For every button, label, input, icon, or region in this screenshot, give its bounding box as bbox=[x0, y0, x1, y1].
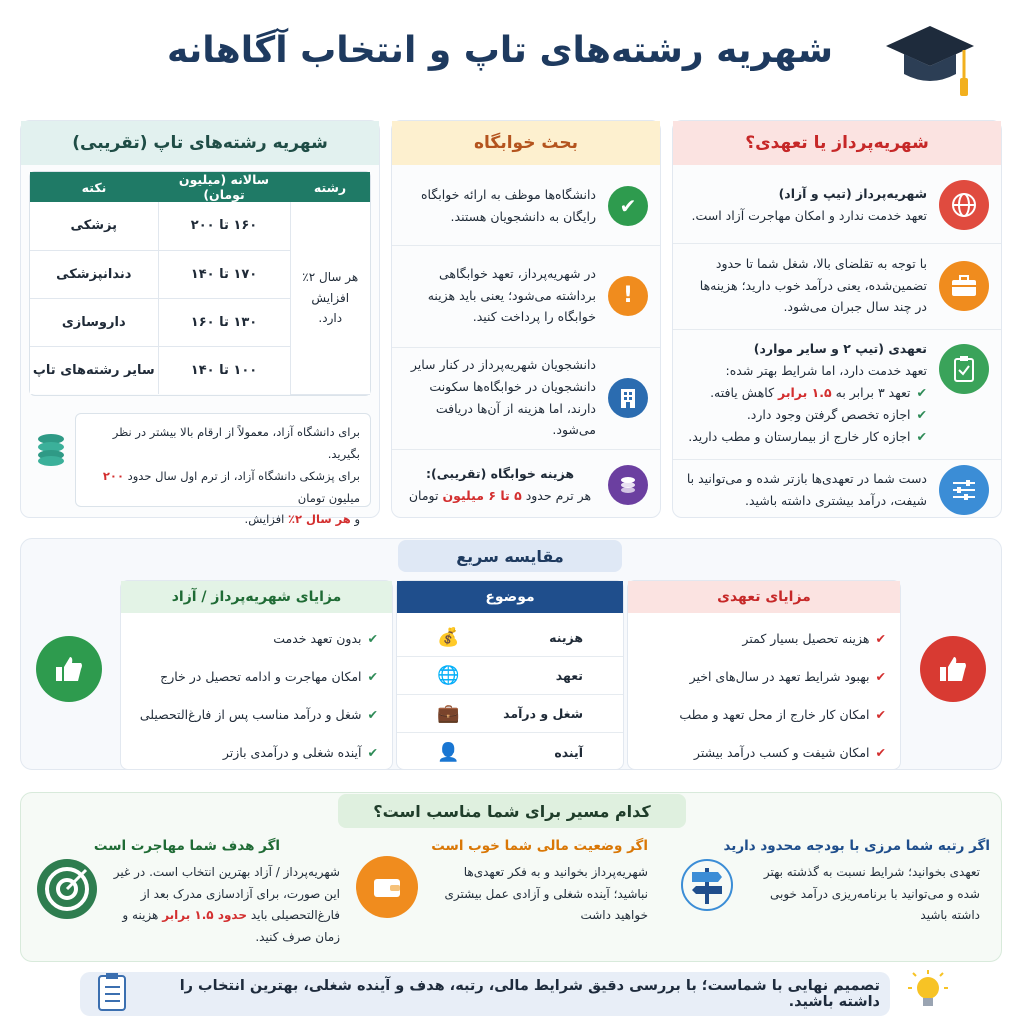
dorm-cost bbox=[392, 449, 660, 519]
tuition-title: شهریه رشته‌های تاپ (تقریبی) bbox=[21, 121, 379, 165]
dorm-item: ✔ دانشگاه‌ها موظف به ارائه خوابگاه رایگان به دانشجویان هستند. bbox=[392, 169, 660, 243]
path-head: اگر هدف شما مهاجرت است bbox=[93, 838, 281, 854]
check-icon: ✔ bbox=[916, 428, 927, 444]
check-icon: ✔ bbox=[875, 630, 886, 646]
check-circle-icon: ✔ bbox=[608, 186, 648, 226]
path-head: اگر وضعیت مالی شما خوب است bbox=[431, 838, 648, 854]
coins-icon bbox=[33, 431, 69, 467]
check-icon: ✔ bbox=[367, 706, 378, 722]
commit-text: تعهد خدمت دارد، اما شرایط بهتر شده: bbox=[725, 362, 927, 378]
commit-section bbox=[673, 329, 1001, 461]
path-text: شهریه‌پرداز / آزاد بهترین انتخاب است. در غیر این صورت، برای آزادسازی مدرک بعد از فارغ‌التحصیلی باید حدود ۱.۵ برابر هزینه و زمان صرف کنید. bbox=[113, 865, 340, 944]
free-title: شهریه‌پرداز (تیپ و آزاد) bbox=[778, 186, 927, 202]
note-cell: هر سال ۲٪ افزایش دارد. bbox=[290, 202, 370, 394]
check-icon: ✔ bbox=[875, 744, 886, 760]
graduation-cap-icon bbox=[884, 22, 976, 100]
check-icon: ✔ bbox=[875, 706, 886, 722]
coins-icon bbox=[608, 465, 648, 505]
page-title: شهریه رشته‌های تاپ و انتخاب آگاهانه bbox=[166, 30, 834, 71]
commit-head: مزایای تعهدی bbox=[628, 581, 900, 613]
topic-row: هزینه 💰 bbox=[397, 619, 623, 657]
commit-check: ✔تعهد ۳ برابر به ۱.۵ برابر کاهش یافته. bbox=[710, 384, 927, 400]
list-item: ✔ شغل و درآمد مناسب پس از فارغ‌التحصیلی bbox=[139, 706, 378, 722]
free-head: مزایای شهریه‌پرداز / آزاد bbox=[121, 581, 392, 613]
table-row: ۱۳۰ تا ۱۶۰ داروسازی bbox=[30, 298, 370, 346]
list-item: ✔ هزینه تحصیل بسیار کمتر bbox=[742, 630, 886, 646]
check-icon: ✔ bbox=[367, 630, 378, 646]
list-item: ✔ امکان کار خارج از محل تعهد و مطب bbox=[679, 706, 886, 722]
paths-title: کدام مسیر برای شما مناسب است؟ bbox=[338, 794, 686, 828]
topic-head: موضوع bbox=[397, 581, 623, 613]
path-head: اگر رتبه شما مرزی با بودجه محدود دارید bbox=[723, 838, 990, 854]
col-yearly: سالانه (میلیون تومان) bbox=[158, 172, 290, 202]
list-item: ✔ امکان مهاجرت و ادامه تحصیل در خارج bbox=[160, 668, 378, 684]
path-text: تعهدی بخوانید؛ شرایط نسبت به گذشته بهتر شده و می‌توانید با برنامه‌ریزی درآمد خوبی داشته باشید bbox=[763, 865, 980, 923]
person-icon: 👤 bbox=[437, 741, 460, 763]
list-item: ✔ آینده شغلی و درآمدی بازتر bbox=[222, 744, 378, 760]
choice-title: شهریه‌پرداز یا تعهدی؟ bbox=[673, 121, 1001, 165]
choice-card bbox=[672, 120, 1002, 518]
dorm-item: دانشجویان شهریه‌پرداز در کنار سایر دانشجویان در خوابگاه‌ها سکونت دارند، اما هزینه از آن‌ها دریافت می‌شود. bbox=[392, 347, 660, 447]
dorm-item: ! در شهریه‌پرداز، تعهد خوابگاهی برداشته می‌شود؛ یعنی باید هزینه خوابگاه را پرداخت کنید. bbox=[392, 245, 660, 345]
path-text: شهریه‌پرداز بخوانید و به فکر تعهدی‌ها نباشید؛ آینده شغلی و آزادی عمل بیشتری خواهید داشت bbox=[444, 865, 648, 923]
topic-row: شغل و درآمد 💼 bbox=[397, 695, 623, 733]
list-item: ✔ بهبود شرایط تعهد در سال‌های اخیر bbox=[689, 668, 886, 684]
tuition-table bbox=[30, 172, 370, 395]
list-item: ✔ امکان شیفت و کسب درآمد بیشتر bbox=[693, 744, 886, 760]
check-icon: ✔ bbox=[367, 668, 378, 684]
free-text: تعهد خدمت ندارد و امکان مهاجرت آزاد است. bbox=[691, 208, 927, 223]
target-icon bbox=[36, 858, 98, 920]
warning-icon: ! bbox=[608, 276, 648, 316]
money-bag-icon: 💰 bbox=[437, 627, 460, 648]
check-icon: ✔ bbox=[367, 744, 378, 760]
col-note: نکته bbox=[30, 172, 158, 202]
path-budget bbox=[680, 838, 990, 958]
thumbs-up-icon bbox=[36, 636, 102, 702]
tuition-table-wrap bbox=[29, 171, 371, 396]
dorm-card bbox=[391, 120, 661, 518]
free-advantages bbox=[120, 580, 393, 770]
open-text: دست شما در تعهدی‌ها بازتر شده و می‌توانید با شیفت، درآمد بیشتری داشته باشید. bbox=[686, 470, 927, 508]
path-finance bbox=[350, 838, 668, 958]
list-item: ✔ بدون تعهد خدمت bbox=[273, 630, 378, 646]
briefcase-icon bbox=[939, 261, 989, 311]
lightbulb-icon bbox=[906, 968, 950, 1016]
briefcase-icon: 💼 bbox=[437, 703, 460, 724]
thumbs-up-icon bbox=[920, 636, 986, 702]
tuition-card bbox=[20, 120, 380, 527]
globe-icon: 🌐 bbox=[437, 665, 460, 686]
dorm-title: بحث خوابگاه bbox=[392, 121, 660, 165]
path-migration bbox=[34, 838, 340, 958]
free-section bbox=[673, 169, 1001, 241]
table-row: ۱۰۰ تا ۱۴۰ سایر رشته‌های تاپ bbox=[30, 346, 370, 394]
compare-title: مقایسه سریع bbox=[398, 540, 622, 572]
topic-row: تعهد 🌐 bbox=[397, 657, 623, 695]
sliders-icon bbox=[939, 465, 989, 515]
wallet-icon bbox=[356, 856, 418, 918]
market-section bbox=[673, 243, 1001, 327]
commit-check: ✔اجازه تخصص گرفتن وجود دارد. bbox=[746, 406, 927, 422]
tuition-footer: برای دانشگاه آزاد، معمولاً از ارقام بالا بیشتر در نظر بگیرید. برای پزشکی دانشگاه آزاد، از ترم اول سال حدود ۲۰۰ میلیون تومان و هر سال ۲٪ افزایش. bbox=[75, 413, 371, 507]
table-row: هر سال ۲٪ افزایش دارد. ۱۶۰ تا ۲۰۰ پزشکی bbox=[30, 202, 370, 250]
commit-advantages bbox=[627, 580, 901, 770]
clipboard-icon bbox=[939, 344, 989, 394]
topic-row: آینده 👤 bbox=[437, 741, 583, 763]
footer-text: تصمیم نهایی با شماست؛ با بررسی دقیق شرایط مالی، رتبه، هدف و آینده شغلی، بهترین انتخاب را داشته باشید. bbox=[179, 978, 880, 1010]
open-section bbox=[673, 459, 1001, 519]
check-icon: ✔ bbox=[916, 384, 927, 400]
col-field: رشته bbox=[290, 172, 370, 202]
check-icon: ✔ bbox=[916, 406, 927, 422]
check-icon: ✔ bbox=[875, 668, 886, 684]
globe-icon bbox=[939, 180, 989, 230]
commit-check: ✔اجازه کار خارج از بیمارستان و مطب دارید. bbox=[688, 428, 927, 444]
market-text: با توجه به تقلضای بالا، شغل شما تا حدود تضمین‌شده، یعنی درآمد خوب دارید؛ هزینه‌ها در چند سال جبران می‌شود. bbox=[699, 255, 927, 315]
topics-column bbox=[396, 580, 624, 770]
checklist-icon bbox=[96, 972, 128, 1012]
building-icon bbox=[608, 378, 648, 418]
table-row: ۱۷۰ تا ۱۴۰ دندانپزشکی bbox=[30, 250, 370, 298]
commit-title: تعهدی (تیپ ۲ و سایر موارد) bbox=[753, 341, 927, 356]
dorm-cost-title: هزینه خوابگاه (تقریبی): bbox=[425, 465, 575, 481]
dorm-cost-value: هر ترم حدود ۵ تا ۶ میلیون تومان bbox=[408, 487, 592, 503]
signpost-icon bbox=[680, 858, 734, 912]
